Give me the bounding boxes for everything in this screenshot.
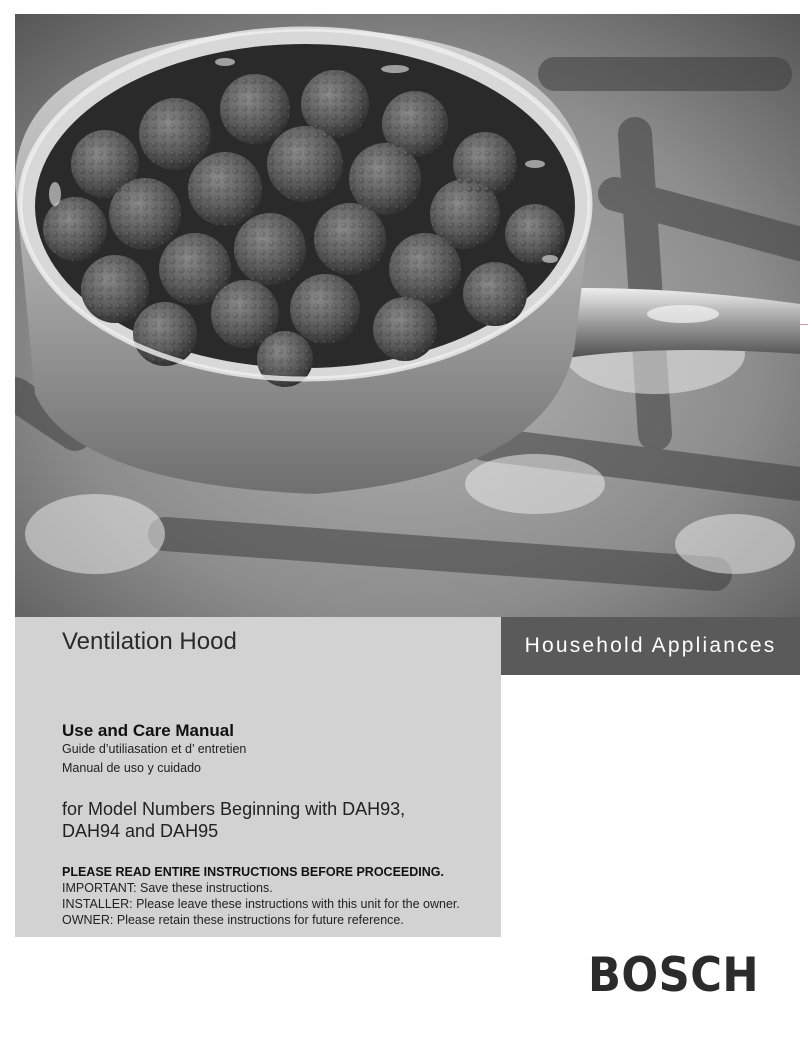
owner-note: OWNER: Please retain these instructions for future reference. — [62, 913, 404, 927]
product-title: Ventilation Hood — [62, 628, 237, 655]
read-instructions-warning: PLEASE READ ENTIRE INSTRUCTIONS BEFORE PROCEEDING. — [62, 865, 444, 879]
household-appliances-bar — [501, 617, 800, 675]
manual-title-spanish: Manual de uso y cuidado — [62, 761, 201, 775]
model-numbers — [62, 798, 492, 842]
important-note: IMPORTANT: Save these instructions. — [62, 881, 273, 895]
photo-illustration — [15, 14, 800, 617]
bosch-logo: BOSCH — [588, 948, 760, 1003]
edge-trim-mark — [800, 324, 808, 325]
model-numbers-line-2: DAH94 and DAH95 — [62, 821, 219, 841]
installer-note: INSTALLER: Please leave these instructions with this unit for the owner. — [62, 897, 460, 911]
brand-bar-label: Household Appliances — [524, 634, 777, 657]
manual-title-french: Guide d’utiliasation et d’ entretien — [62, 742, 247, 756]
manual-title: Use and Care Manual — [62, 721, 234, 740]
cover-photo-raspberries-in-pan — [15, 14, 800, 617]
model-numbers-line-1: for Model Numbers Beginning with DAH93, — [62, 799, 406, 819]
